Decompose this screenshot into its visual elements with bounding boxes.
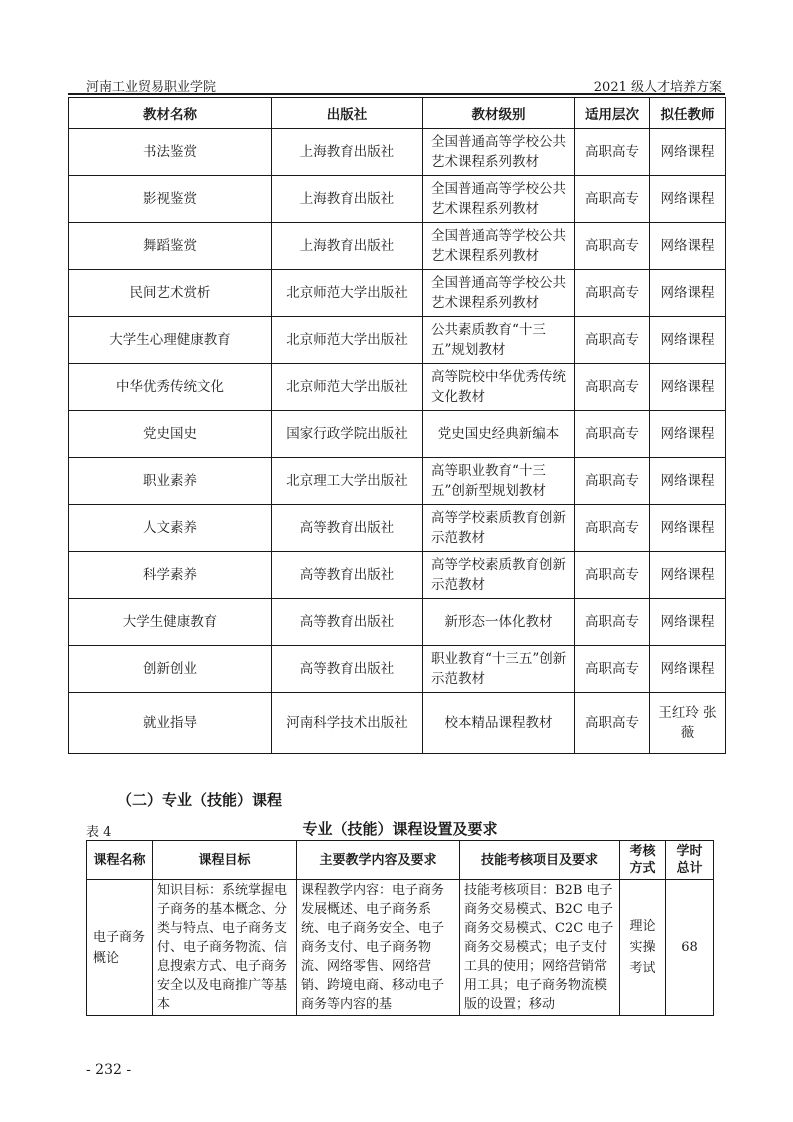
page-header (86, 76, 722, 95)
teacher: 网络课程 (650, 176, 726, 223)
teacher: 网络课程 (650, 552, 726, 599)
col-header: 技能考核项目及要求 (460, 841, 620, 880)
table-row (69, 176, 726, 223)
publisher: 国家行政学院出版社 (272, 411, 423, 458)
textbook-level: 党史国史经典新编本 (423, 411, 575, 458)
col-header: 课程名称 (87, 841, 153, 880)
table-row (69, 646, 726, 693)
table-row (87, 880, 714, 1016)
table-row (69, 505, 726, 552)
textbook-name: 舞蹈鉴赏 (69, 223, 272, 270)
page-number: - 232 - (86, 1062, 132, 1078)
publisher: 高等教育出版社 (272, 599, 423, 646)
applicable-tier: 高职高专 (575, 646, 650, 693)
textbook-level: 公共素质教育“十三五”规划教材 (423, 317, 575, 364)
skill-assessment (460, 880, 620, 1016)
col-header: 教材级别 (423, 98, 575, 129)
col-header: 教材名称 (69, 98, 272, 129)
textbook-level: 全国普通高等学校公共艺术课程系列教材 (423, 129, 575, 176)
section-heading: （二）专业（技能）课程 (117, 791, 283, 809)
course-goal-text: 知识目标：系统掌握电子商务的基本概念、分类与特点、电子商务支付、电子商务物流、信息搜索方式、电子商务安全以及电商推广等基本 (157, 883, 288, 1012)
textbook-level: 高等学校素质教育创新示范教材 (423, 552, 575, 599)
textbook-level: 高等学校素质教育创新示范教材 (423, 505, 575, 552)
teacher: 网络课程 (650, 317, 726, 364)
total-hours: 68 (666, 880, 714, 1016)
course-goal (153, 880, 297, 1016)
publisher: 高等教育出版社 (272, 552, 423, 599)
textbook-name: 民间艺术赏析 (69, 270, 272, 317)
applicable-tier: 高职高专 (575, 364, 650, 411)
applicable-tier: 高职高专 (575, 223, 650, 270)
course-header-row (87, 841, 714, 880)
teacher: 网络课程 (650, 646, 726, 693)
teacher: 网络课程 (650, 599, 726, 646)
applicable-tier: 高职高专 (575, 693, 650, 754)
textbook-name: 大学生心理健康教育 (69, 317, 272, 364)
textbook-name: 党史国史 (69, 411, 272, 458)
course-name: 电子商务概论 (87, 880, 153, 1016)
publisher: 高等教育出版社 (272, 505, 423, 552)
applicable-tier: 高职高专 (575, 552, 650, 599)
teacher: 网络课程 (650, 411, 726, 458)
table-row (69, 693, 726, 754)
textbook-name: 科学素养 (69, 552, 272, 599)
col-header: 主要教学内容及要求 (297, 841, 460, 880)
textbook-level: 全国普通高等学校公共艺术课程系列教材 (423, 270, 575, 317)
assessment-method: 理论 实操 考试 (620, 880, 666, 1016)
col-header: 拟任教师 (650, 98, 726, 129)
teacher: 网络课程 (650, 505, 726, 552)
teacher: 网络课程 (650, 223, 726, 270)
table-row (69, 458, 726, 505)
skill-assessment-text: 技能考核项目：B2B 电子商务交易模式、B2C 电子商务交易模式、C2C 电子商务交易模式；电子支付工具的使用；网络营销常用工具；电子商务物流模版的设置；移动 (464, 883, 614, 1012)
textbook-name: 书法鉴赏 (69, 129, 272, 176)
textbook-name: 人文素养 (69, 505, 272, 552)
table-row (69, 411, 726, 458)
applicable-tier: 高职高专 (575, 270, 650, 317)
publisher: 北京师范大学出版社 (272, 317, 423, 364)
table-row (69, 223, 726, 270)
publisher: 北京理工大学出版社 (272, 458, 423, 505)
table-title: 专业（技能）课程设置及要求 (302, 820, 498, 838)
col-header: 课程目标 (153, 841, 297, 880)
publisher: 北京师范大学出版社 (272, 364, 423, 411)
textbook-name: 影视鉴赏 (69, 176, 272, 223)
textbook-level: 高等院校中华优秀传统文化教材 (423, 364, 575, 411)
teacher: 王红玲 张 薇 (650, 693, 726, 754)
textbook-level: 全国普通高等学校公共艺术课程系列教材 (423, 176, 575, 223)
col-header: 出版社 (272, 98, 423, 129)
textbook-level: 校本精品课程教材 (423, 693, 575, 754)
publisher: 高等教育出版社 (272, 646, 423, 693)
textbook-name: 职业素养 (69, 458, 272, 505)
textbook-level: 职业教育“十三五”创新示范教材 (423, 646, 575, 693)
table-row (69, 599, 726, 646)
textbook-name: 中华优秀传统文化 (69, 364, 272, 411)
textbook-header-row (69, 98, 726, 129)
textbook-level: 全国普通高等学校公共艺术课程系列教材 (423, 223, 575, 270)
teacher: 网络课程 (650, 270, 726, 317)
table-row (69, 270, 726, 317)
table-number: 表 4 (86, 825, 112, 840)
publisher: 上海教育出版社 (272, 176, 423, 223)
course-table (86, 840, 714, 1016)
textbook-name: 创新创业 (69, 646, 272, 693)
col-header: 考核方式 (620, 841, 666, 880)
table-row (69, 317, 726, 364)
publisher: 河南科学技术出版社 (272, 693, 423, 754)
institution-name: 河南工业贸易职业学院 (86, 80, 217, 95)
col-header: 学时总计 (666, 841, 714, 880)
teacher: 网络课程 (650, 458, 726, 505)
applicable-tier: 高职高专 (575, 411, 650, 458)
publisher: 上海教育出版社 (272, 129, 423, 176)
col-header: 适用层次 (575, 98, 650, 129)
document-title: 2021 级人才培养方案 (593, 80, 722, 95)
table-row (69, 364, 726, 411)
table-row (69, 129, 726, 176)
applicable-tier: 高职高专 (575, 505, 650, 552)
publisher: 上海教育出版社 (272, 223, 423, 270)
textbook-table (68, 97, 731, 754)
teacher: 网络课程 (650, 129, 726, 176)
textbook-name: 大学生健康教育 (69, 599, 272, 646)
applicable-tier: 高职高专 (575, 458, 650, 505)
textbook-name: 就业指导 (69, 693, 272, 754)
course-content (297, 880, 460, 1016)
applicable-tier: 高职高专 (575, 129, 650, 176)
publisher: 北京师范大学出版社 (272, 270, 423, 317)
textbook-level: 高等职业教育“十三五”创新型规划教材 (423, 458, 575, 505)
header-rule (68, 93, 725, 95)
teacher: 网络课程 (650, 364, 726, 411)
textbook-level: 新形态一体化教材 (423, 599, 575, 646)
applicable-tier: 高职高专 (575, 176, 650, 223)
applicable-tier: 高职高专 (575, 599, 650, 646)
applicable-tier: 高职高专 (575, 317, 650, 364)
course-content-text: 课程教学内容：电子商务发展概述、电子商务系统、电子商务安全、电子商务支付、电子商务物流、网络零售、网络营销、跨境电商、移动电子商务等内容的基 (301, 883, 445, 1012)
table-row (69, 552, 726, 599)
